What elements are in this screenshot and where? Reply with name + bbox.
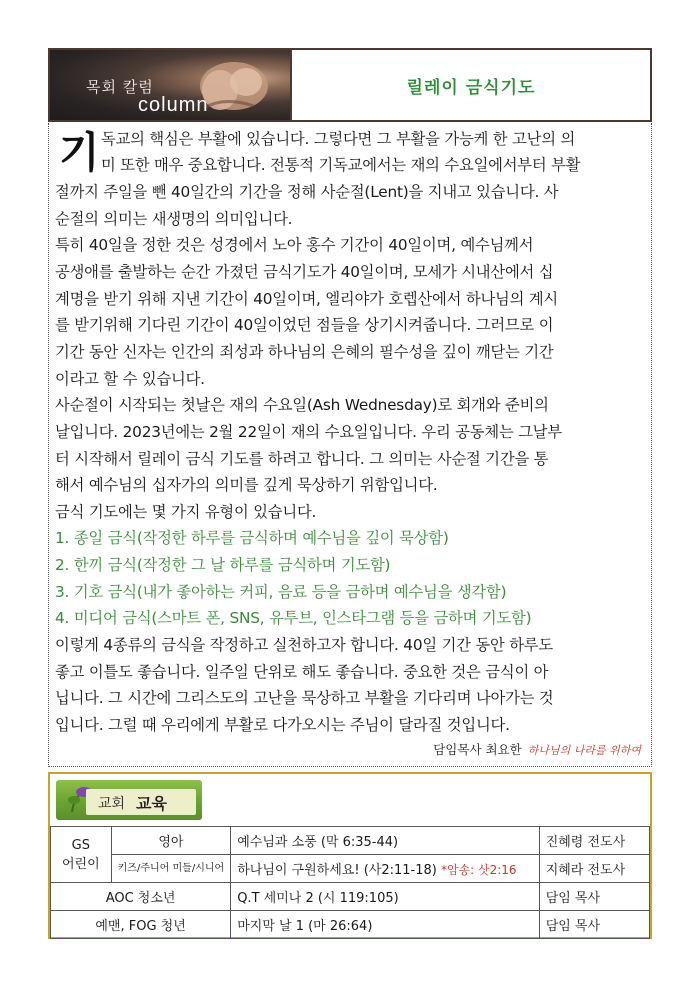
article-line: 를 받기위해 기다린 기간이 40일이었던 점들을 상기시켜줍니다. 그러므로 이 [55,316,554,334]
article-line: 특히 40일을 정한 것은 성경에서 노아 홍수 기간이 40일이며, 예수님께서 [55,236,534,254]
article-line: 순절의 의미는 새생명의 의미입니다. [55,210,293,228]
article-line: 좋고 이틀도 좋습니다. 일주일 단위로 해도 좋습니다. 중요한 것은 금식이 아 [55,663,549,681]
article-line: 공생애를 출발하는 순간 가졌던 금식기도가 40일이며, 모세가 시내산에서 십 [55,263,554,281]
article-line: 터 시작해서 릴레이 금식 기도를 하려고 합니다. 그 의미는 사순절 기간을 통 [55,450,549,468]
article-line: 4. 미디어 금식(스마트 폰, SNS, 유투브, 인스타그램 등을 금하며 기도함) [55,609,532,627]
table-row [51,883,650,911]
signature-handwriting: 하나님의 나라를 위하여 [527,744,641,757]
lesson-cell: Q.T 세미나 2 (시 119:105) [231,883,539,911]
article-line: 닙니다. 그 시간에 그리스도의 고난을 묵상하고 부활을 기다리며 나아가는 것 [55,689,554,707]
lesson-text: 하나님이 구원하세요! (사2:11-18) [237,863,441,878]
group-cell: 예맨, FOG 청년 [51,911,231,939]
teacher-cell: 담임 목사 [539,883,649,911]
article-body [48,123,652,767]
column-title-box [290,50,650,120]
teacher-cell: 담임 목사 [539,911,649,939]
education-section [48,772,652,939]
article-line: 이라고 할 수 있습니다. [55,370,205,388]
education-schedule-table [50,826,650,939]
article-line: 금식 기도에는 몇 가지 유형이 있습니다. [55,503,317,521]
signature [433,740,641,758]
group-label: GS [71,837,90,853]
article-line: 절까지 주일을 뺀 40일간의 기간을 정해 사순절(Lent)을 지내고 있습니다. 사 [55,183,559,201]
article-line: 입니다. 그럴 때 우리에게 부활로 다가오시는 주님이 달라질 것입니다. [55,716,510,734]
article-line: 2. 한끼 금식(작정한 그 날 하루를 금식하며 기도함) [55,556,391,574]
lesson-cell [231,855,539,883]
article-line: 이렇게 4종류의 금식을 작정하고 실천하고자 합니다. 40일 기간 동안 하루도 [55,636,553,654]
teacher-cell: 지혜라 전도사 [539,855,649,883]
badge-label-education: 교육 [136,794,167,813]
column-title: 릴레이 금식기도 [406,77,536,98]
article-line: 계명을 받기 위해 지낸 기간이 40일이며, 엘리야가 호렙산에서 하나님의 계시 [55,290,558,308]
logo-english-text: column [138,94,209,116]
memory-verse: *암송: 삿2:16 [440,863,517,877]
column-logo [50,50,290,120]
sub-group-cell: 영아 [111,827,231,855]
table-row [51,911,650,939]
lesson-cell: 예수님과 소풍 (막 6:35-44) [231,827,539,855]
teacher-cell: 진혜령 전도사 [539,827,649,855]
badge-label-church: 교회 [98,796,126,812]
education-header [50,774,650,826]
logo-korean-text: 목회 칼럼 [86,78,154,96]
table-row [51,855,650,883]
article-line: 날입니다. 2023년에는 2월 22일이 재의 수요일입니다. 우리 공동체는 그날부 [55,423,562,441]
education-badge [56,780,202,820]
group-cell [51,827,112,883]
group-cell: AOC 청소년 [51,883,231,911]
table-row [51,827,650,855]
article-line: 미 또한 매우 중요합니다. 전통적 기독교에서는 재의 수요일에서부터 부활 [101,156,581,174]
article-line: 해서 예수님의 십자가의 의미를 깊게 묵상하기 위함입니다. [55,476,438,494]
article-line: 1. 종일 금식(작정한 하루를 금식하며 예수님을 깊이 묵상함) [55,529,449,547]
svg-text:기: 기 [59,128,100,177]
group-label: 어린이 [61,856,100,872]
column-header [48,48,652,122]
lesson-cell: 마지막 날 1 (마 26:64) [231,911,539,939]
sub-group-cell: 키즈/주니어 미들/시니어 [111,855,231,883]
article-line: 3. 기호 금식(내가 좋아하는 커피, 음료 등을 금하며 예수님을 생각함) [55,583,507,601]
signature-name: 담임목사 최요한 [433,742,522,757]
drop-cap [59,128,100,177]
article-line: 기간 동안 신자는 인간의 죄성과 하나님의 은혜의 필수성을 깊이 깨닫는 기간 [55,343,554,361]
article-line: 사순절이 시작되는 첫날은 재의 수요일(Ash Wednesday)로 회개와 준비의 [55,396,549,414]
article-line: 독교의 핵심은 부활에 있습니다. 그렇다면 그 부활을 가능케 한 고난의 의 [101,130,576,148]
